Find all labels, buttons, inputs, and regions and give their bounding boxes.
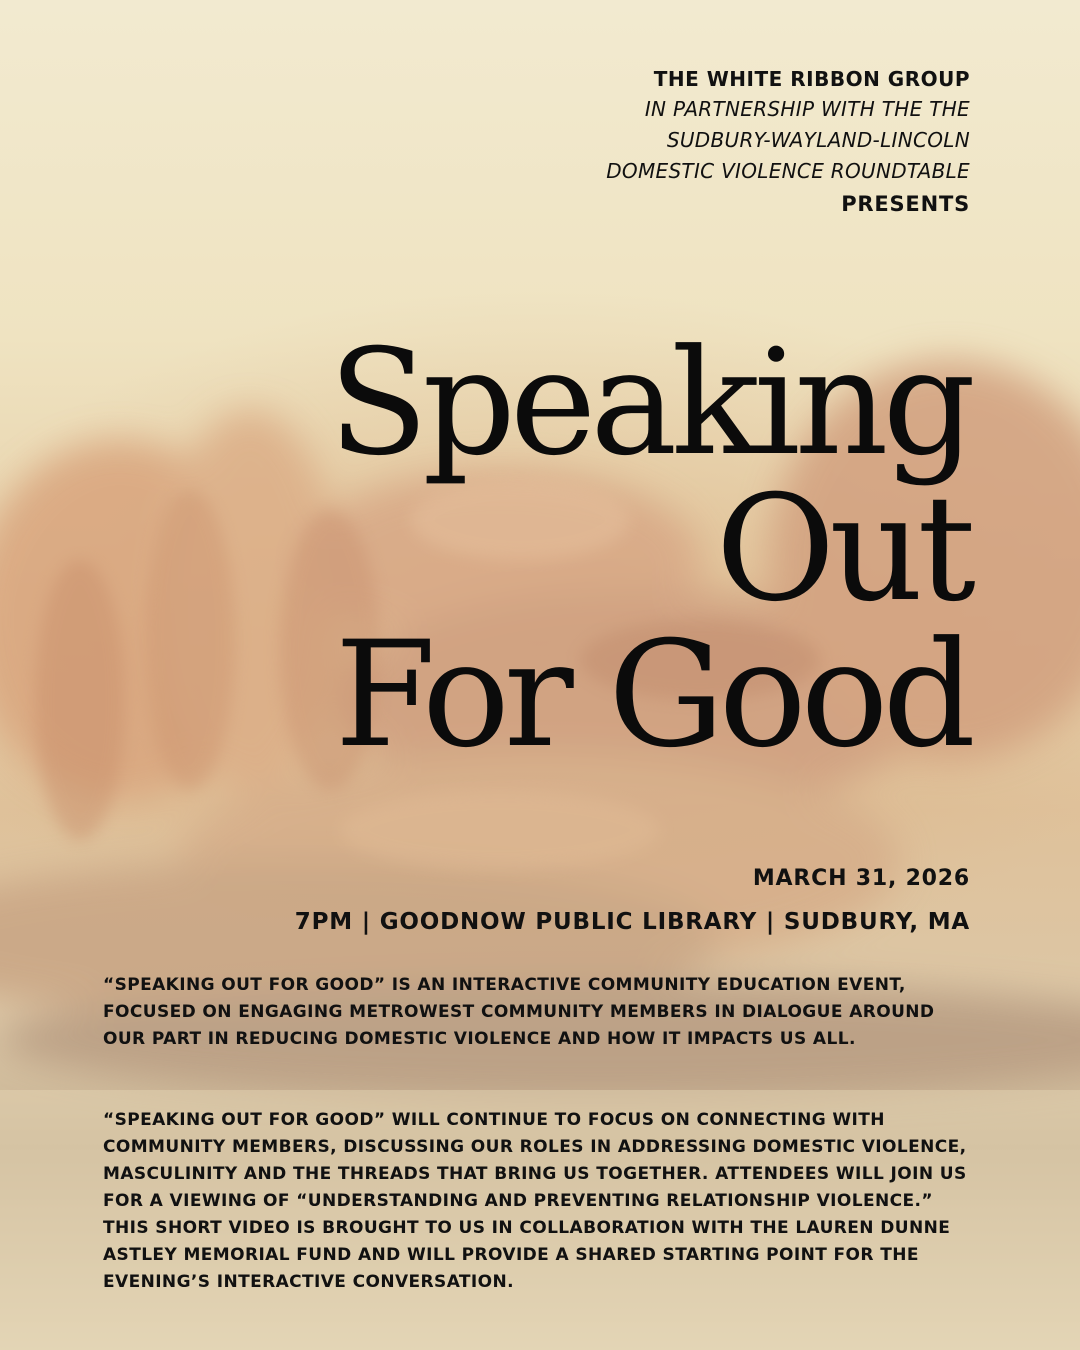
description-paragraph-1: “SPEAKING OUT FOR GOOD” IS AN INTERACTIVE COMMUNITY EDUCATION EVENT, FOCUSED ON ENGAGING METROWEST COMMUNITY MEMBERS IN DIALOGUE AROUND OUR PART IN REDUCING DOMESTIC VIOLENCE AND HOW IT IMPACTS US ALL. (103, 975, 935, 1049)
partnership-line-3: DOMESTIC VIOLENCE ROUNDTABLE (606, 159, 970, 183)
partnership-line-1: IN PARTNERSHIP WITH THE THE (644, 97, 970, 121)
event-time-location: 7PM | GOODNOW PUBLIC LIBRARY | SUDBURY, MA (294, 909, 970, 935)
title-line-2: Out (715, 464, 970, 634)
presents-label: PRESENTS (841, 192, 970, 216)
title-line-1: Speaking (328, 318, 970, 488)
event-date: MARCH 31, 2026 (752, 866, 970, 891)
title-line-3: For Good (334, 610, 970, 780)
description-paragraph-2: “SPEAKING OUT FOR GOOD” WILL CONTINUE TO FOCUS ON CONNECTING WITH COMMUNITY MEMBERS, DISCUSSING OUR ROLES IN ADDRESSING DOMESTIC VIOLENCE, MASCULINITY AND THE THREADS THAT BRING US TOGETHER. ATTENDEES WILL JOIN US FOR A VIEWING OF “UNDERSTANDING AND PREVENTING RELATIONSHIP VIOLENCE.” THIS SHORT VIDEO IS BROUGHT TO US IN COLLABORATION WITH THE LAUREN DUNNE ASTLEY MEMORIAL FUND AND WILL PROVIDE A SHARED STARTING POINT FOR THE EVENING’S INTERACTIVE CONVERSATION. (103, 1110, 967, 1292)
presenter-credits (370, 64, 970, 221)
event-title (270, 318, 970, 780)
partnership-line-2: SUDBURY-WAYLAND-LINCOLN (666, 128, 970, 152)
organization-name: THE WHITE RIBBON GROUP (653, 67, 970, 91)
